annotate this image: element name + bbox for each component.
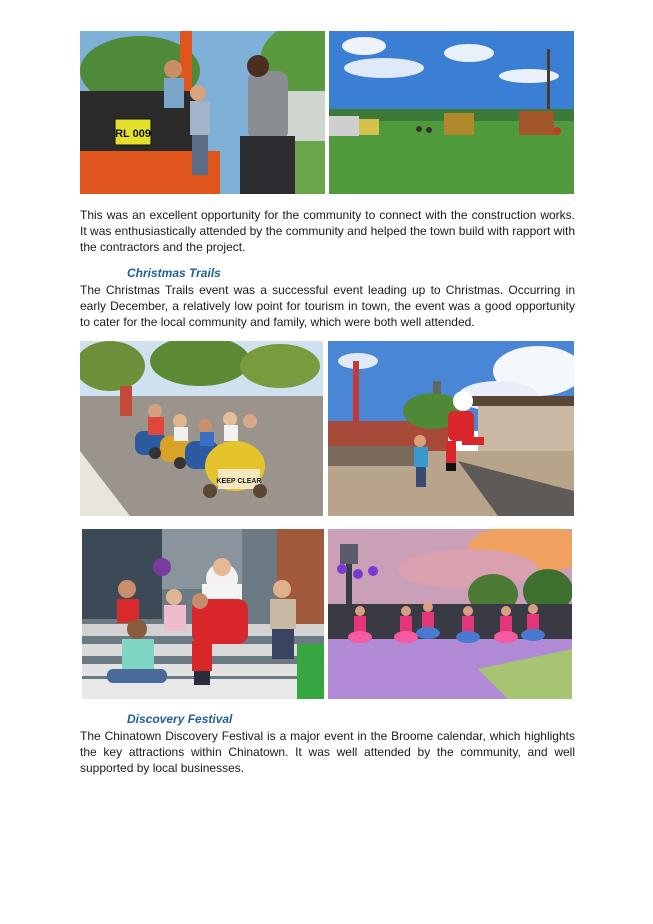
photo-machinery-oval bbox=[329, 31, 574, 194]
photo-santa-children bbox=[82, 529, 324, 699]
photo-santa-leaping bbox=[328, 341, 574, 516]
paragraph-community-connect: This was an excellent opportunity for the community to connect with the construction works. It was enthusiastically attended by the community and helped the town build with rapport with the contractors and the project. bbox=[80, 208, 575, 255]
heading-discovery-festival: Discovery Festival bbox=[127, 712, 233, 726]
photo-roller-community bbox=[80, 31, 325, 194]
heading-christmas-trails: Christmas Trails bbox=[127, 266, 221, 280]
paragraph-christmas-trails: The Christmas Trails event was a successful event leading up to Christmas. Occurring in early December, a relatively low point for tourism in town, the event was a good opportunity to cater for the local community and family, which were both well attended. bbox=[80, 283, 575, 330]
photo-barrel-train bbox=[80, 341, 323, 516]
paragraph-discovery-festival: The Chinatown Discovery Festival is a major event in the Broome calendar, which highlights the key attractions within Chinatown. It was well attended by the community, and well supported by local businesses. bbox=[80, 729, 575, 776]
train-sign-text: KEEP CLEAR bbox=[216, 478, 262, 485]
photo-dancers-stage bbox=[328, 529, 572, 699]
roller-plate-text: RL 009 bbox=[115, 128, 151, 140]
